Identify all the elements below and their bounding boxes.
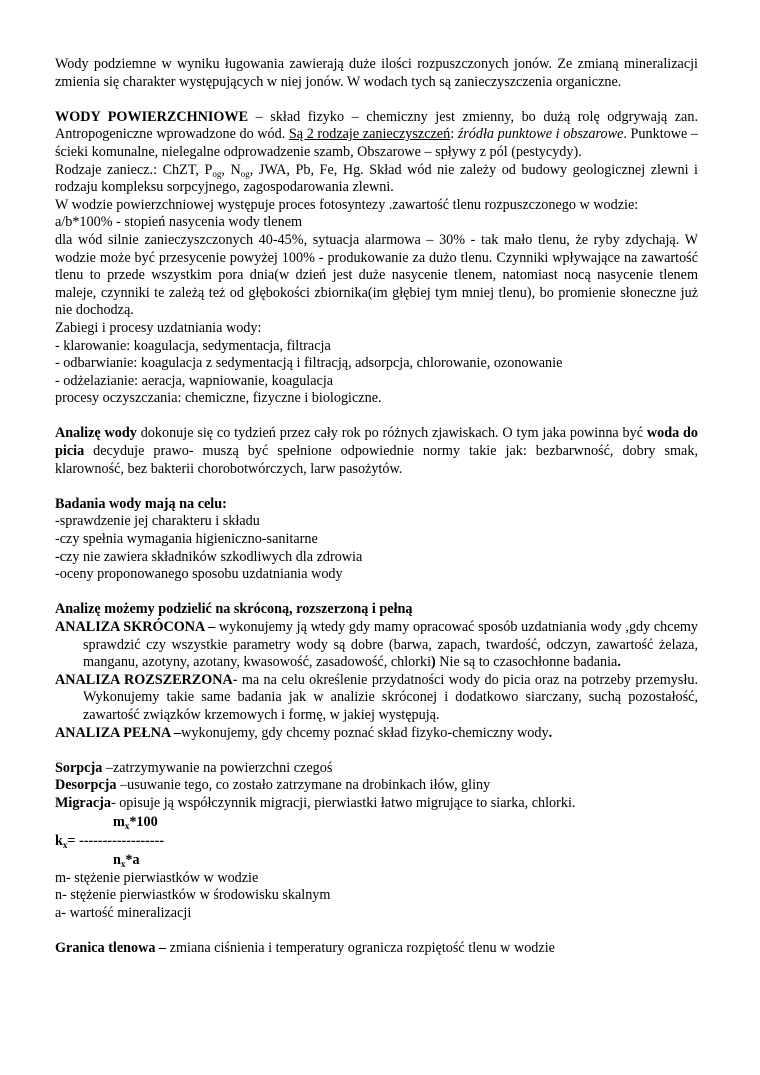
purification-line: procesy oczyszczania: chemiczne, fizyczne i biologiczne. xyxy=(55,390,382,407)
subscript: og xyxy=(240,168,250,179)
formula-legend-item: m- stężenie pierwiastków w wodzie xyxy=(55,869,259,886)
formula-symbol: *a xyxy=(125,851,140,868)
formula-symbol: m xyxy=(113,813,125,830)
desorption-term: Desorpcja xyxy=(55,777,117,794)
spacer xyxy=(55,584,698,602)
desorption-text: –usuwanie tego, co zostało zatrzymane na drobinkach iłów, gliny xyxy=(116,777,491,794)
full-analysis-label: ANALIZA PEŁNA – xyxy=(55,724,182,741)
colon: : xyxy=(450,126,458,143)
migration-line xyxy=(55,795,698,813)
spacer xyxy=(55,408,698,426)
surface-text-end: . Punktowe – ścieki komunalne, nielegalne odprowadzenie szamb, Obszarowe – spływy z pól (pestycydy). xyxy=(55,126,698,160)
pollutants-text: , JWA, Pb, Fe, Hg. Skład wód nie zależy od budowy geologicznej zlewni i rodzaju kompleksu sorpcyjnego, zagospodarowania zlewni. xyxy=(55,161,699,196)
surface-text: – skład fizyko – chemiczny jest zmienny, bo dużą rolę odgrywają zan. Antropogeniczne wprowadzone do wód. xyxy=(55,108,698,143)
pollution-sources-italic: źródła punktowe i obszarowe xyxy=(457,126,624,143)
oxygen-limit-term: Granica tlenowa – xyxy=(55,939,167,956)
spacer xyxy=(55,742,698,760)
oxygen-paragraph: dla wód silnie zanieczyszczonych 40-45%, sytuacja alarmowa – 30% - tak mało tlenu, że ryby zdychają. W wodzie może być przesycenie powyżej 100% - produkowanie za dużo tlenu. Czynniki wpływające na zawartość tlenu to przede wszystkim pora dnia(w dzień jest duże nasycenie tlenem, natomiast nocą nasycenie tlenem maleje, czynniki te zależą też od głębokości zbiornika(im głębiej tym mniej tlenu), bo promienie słoneczne już nie dochodzą. xyxy=(55,231,698,319)
research-title xyxy=(55,496,698,514)
formula-legend-item: n- stężenie pierwiastków w środowisku skalnym xyxy=(55,887,331,904)
short-analysis-item xyxy=(55,619,698,672)
extended-analysis-text: ma na celu określenie przydatności wody do picia oraz na potrzeby przemysłu. Wykonujemy takie same badania jak w analizie skróconej i dodatkowo siarczany, suchą pozostałość, zawartość związków krzemowych i formę, w jakiej występują. xyxy=(83,671,698,723)
intro-paragraph: Wody podziemne w wyniku ługowania zawierają duże ilości rozpuszczonych jonów. Ze zmianą mineralizacji zmienia się charakter występujących w niej jonów. W wodach tych są zanieczyszczenia organiczne. xyxy=(55,56,698,90)
pollutants-paragraph xyxy=(55,162,698,197)
extended-analysis-label: ANALIZA ROZSZERZONA- xyxy=(55,671,238,688)
period: . xyxy=(548,724,553,741)
short-analysis-text: Nie są to czasochłonne badania xyxy=(435,654,618,671)
analysis-text: dokonuje się co tydzień przez cały rok po różnych zjawiskach. O tym jaka powinna być xyxy=(136,425,647,442)
analysis-paragraph xyxy=(55,425,698,478)
pollutants-text: Rodzaje zaniecz.: ChZT, P xyxy=(55,161,213,178)
pollution-types-underlined: Są 2 rodzaje zanieczyszczeń xyxy=(288,126,451,143)
full-analysis-item xyxy=(55,725,698,743)
migration-term: Migracja xyxy=(55,794,111,811)
formula-denominator xyxy=(55,851,698,870)
research-item: -czy spełnia wymagania higieniczno-sanitarne xyxy=(55,531,318,548)
surface-water-heading: WODY POWIERZCHNIOWE xyxy=(55,108,249,125)
sorption-term: Sorpcja xyxy=(55,759,103,776)
surface-water-paragraph xyxy=(55,109,698,162)
formula-numerator xyxy=(55,813,698,832)
subscript: x xyxy=(124,820,130,831)
division-title xyxy=(55,601,698,619)
oxygen-limit-text: zmiana ciśnienia i temperatury ogranicza rozpiętość tlenu w wodzie xyxy=(166,939,555,956)
formula-fraction-bar: = ------------------ xyxy=(67,832,165,849)
short-analysis-label: ANALIZA SKRÓCONA – xyxy=(55,619,216,635)
treatment-item: - odżelazianie: aeracja, wapniowanie, koagulacja xyxy=(55,372,334,389)
document-body xyxy=(55,56,698,958)
subscript: og xyxy=(212,168,222,179)
division-title-text: Analizę możemy podzielić na skróconą, rozszerzoną i pełną xyxy=(55,601,413,618)
period: . xyxy=(617,654,621,671)
spacer xyxy=(55,478,698,496)
treatment-item: - klarowanie: koagulacja, sedymentacja, filtracja xyxy=(55,337,331,354)
research-item: -sprawdzenie jej charakteru i składu xyxy=(55,513,260,530)
extended-analysis-item xyxy=(55,672,698,725)
analysis-term: Analizę wody xyxy=(55,425,137,442)
paren: ) xyxy=(431,654,436,671)
formula-symbol: n xyxy=(113,851,121,868)
migration-text: - opisuje ją współczynnik migracji, pierwiastki łatwo migrujące to siarka, chlorki. xyxy=(110,794,576,811)
desorption-line xyxy=(55,777,698,795)
analysis-text: decyduje prawo- muszą być spełnione odpowiednie normy takie jak: bezbarwność, dobry smak, klarowność, bez bakterii chorobotwórczych, larw pasożytów. xyxy=(55,443,698,477)
spacer xyxy=(55,922,698,940)
subscript: x xyxy=(120,858,126,869)
research-title-text: Badania wody mają na celu: xyxy=(55,495,227,512)
pollutants-text: , N xyxy=(221,161,241,178)
sorption-text: –zatrzymywanie na powierzchni czegoś xyxy=(102,759,333,776)
formula-symbol: k xyxy=(55,832,63,849)
treatment-title: Zabiegi i procesy uzdatniania wody: xyxy=(55,319,262,336)
formula-symbol: *100 xyxy=(129,813,158,830)
spacer xyxy=(55,91,698,109)
full-analysis-text: wykonujemy, gdy chcemy poznać skład fizyko-chemiczny wody xyxy=(181,724,549,741)
sorption-line xyxy=(55,760,698,778)
drinking-water-term: woda do picia xyxy=(55,425,699,460)
research-item: -czy nie zawiera składników szkodliwych dla zdrowia xyxy=(55,548,363,565)
formula-legend-item: a- wartość mineralizacji xyxy=(55,904,192,921)
saturation-formula-line: a/b*100% - stopień nasycenia wody tlenem xyxy=(55,214,303,231)
oxygen-limit-line xyxy=(55,940,698,958)
research-item: -oceny proponowanego sposobu uzdatniania wody xyxy=(55,566,343,583)
formula-lhs xyxy=(55,832,698,851)
short-analysis-text: wykonujemy ją wtedy gdy mamy opracować sposób uzdatniania wody ,gdy chcemy sprawdzić czy wszystkie parametry wody są dobre (barwa, zapach, twardość, odczyn, zawartość żelaza, manganu, azotyny, azotany, kwasowość, zasadowość, chlorki xyxy=(83,619,699,671)
photosynthesis-line: W wodzie powierzchniowej występuje proces fotosyntezy .zawartość tlenu rozpuszczonego w wodzie: xyxy=(55,196,639,213)
treatment-item: - odbarwianie: koagulacja z sedymentacją i filtracją, adsorpcja, chlorowanie, ozonowanie xyxy=(55,355,563,372)
subscript: x xyxy=(62,839,68,850)
